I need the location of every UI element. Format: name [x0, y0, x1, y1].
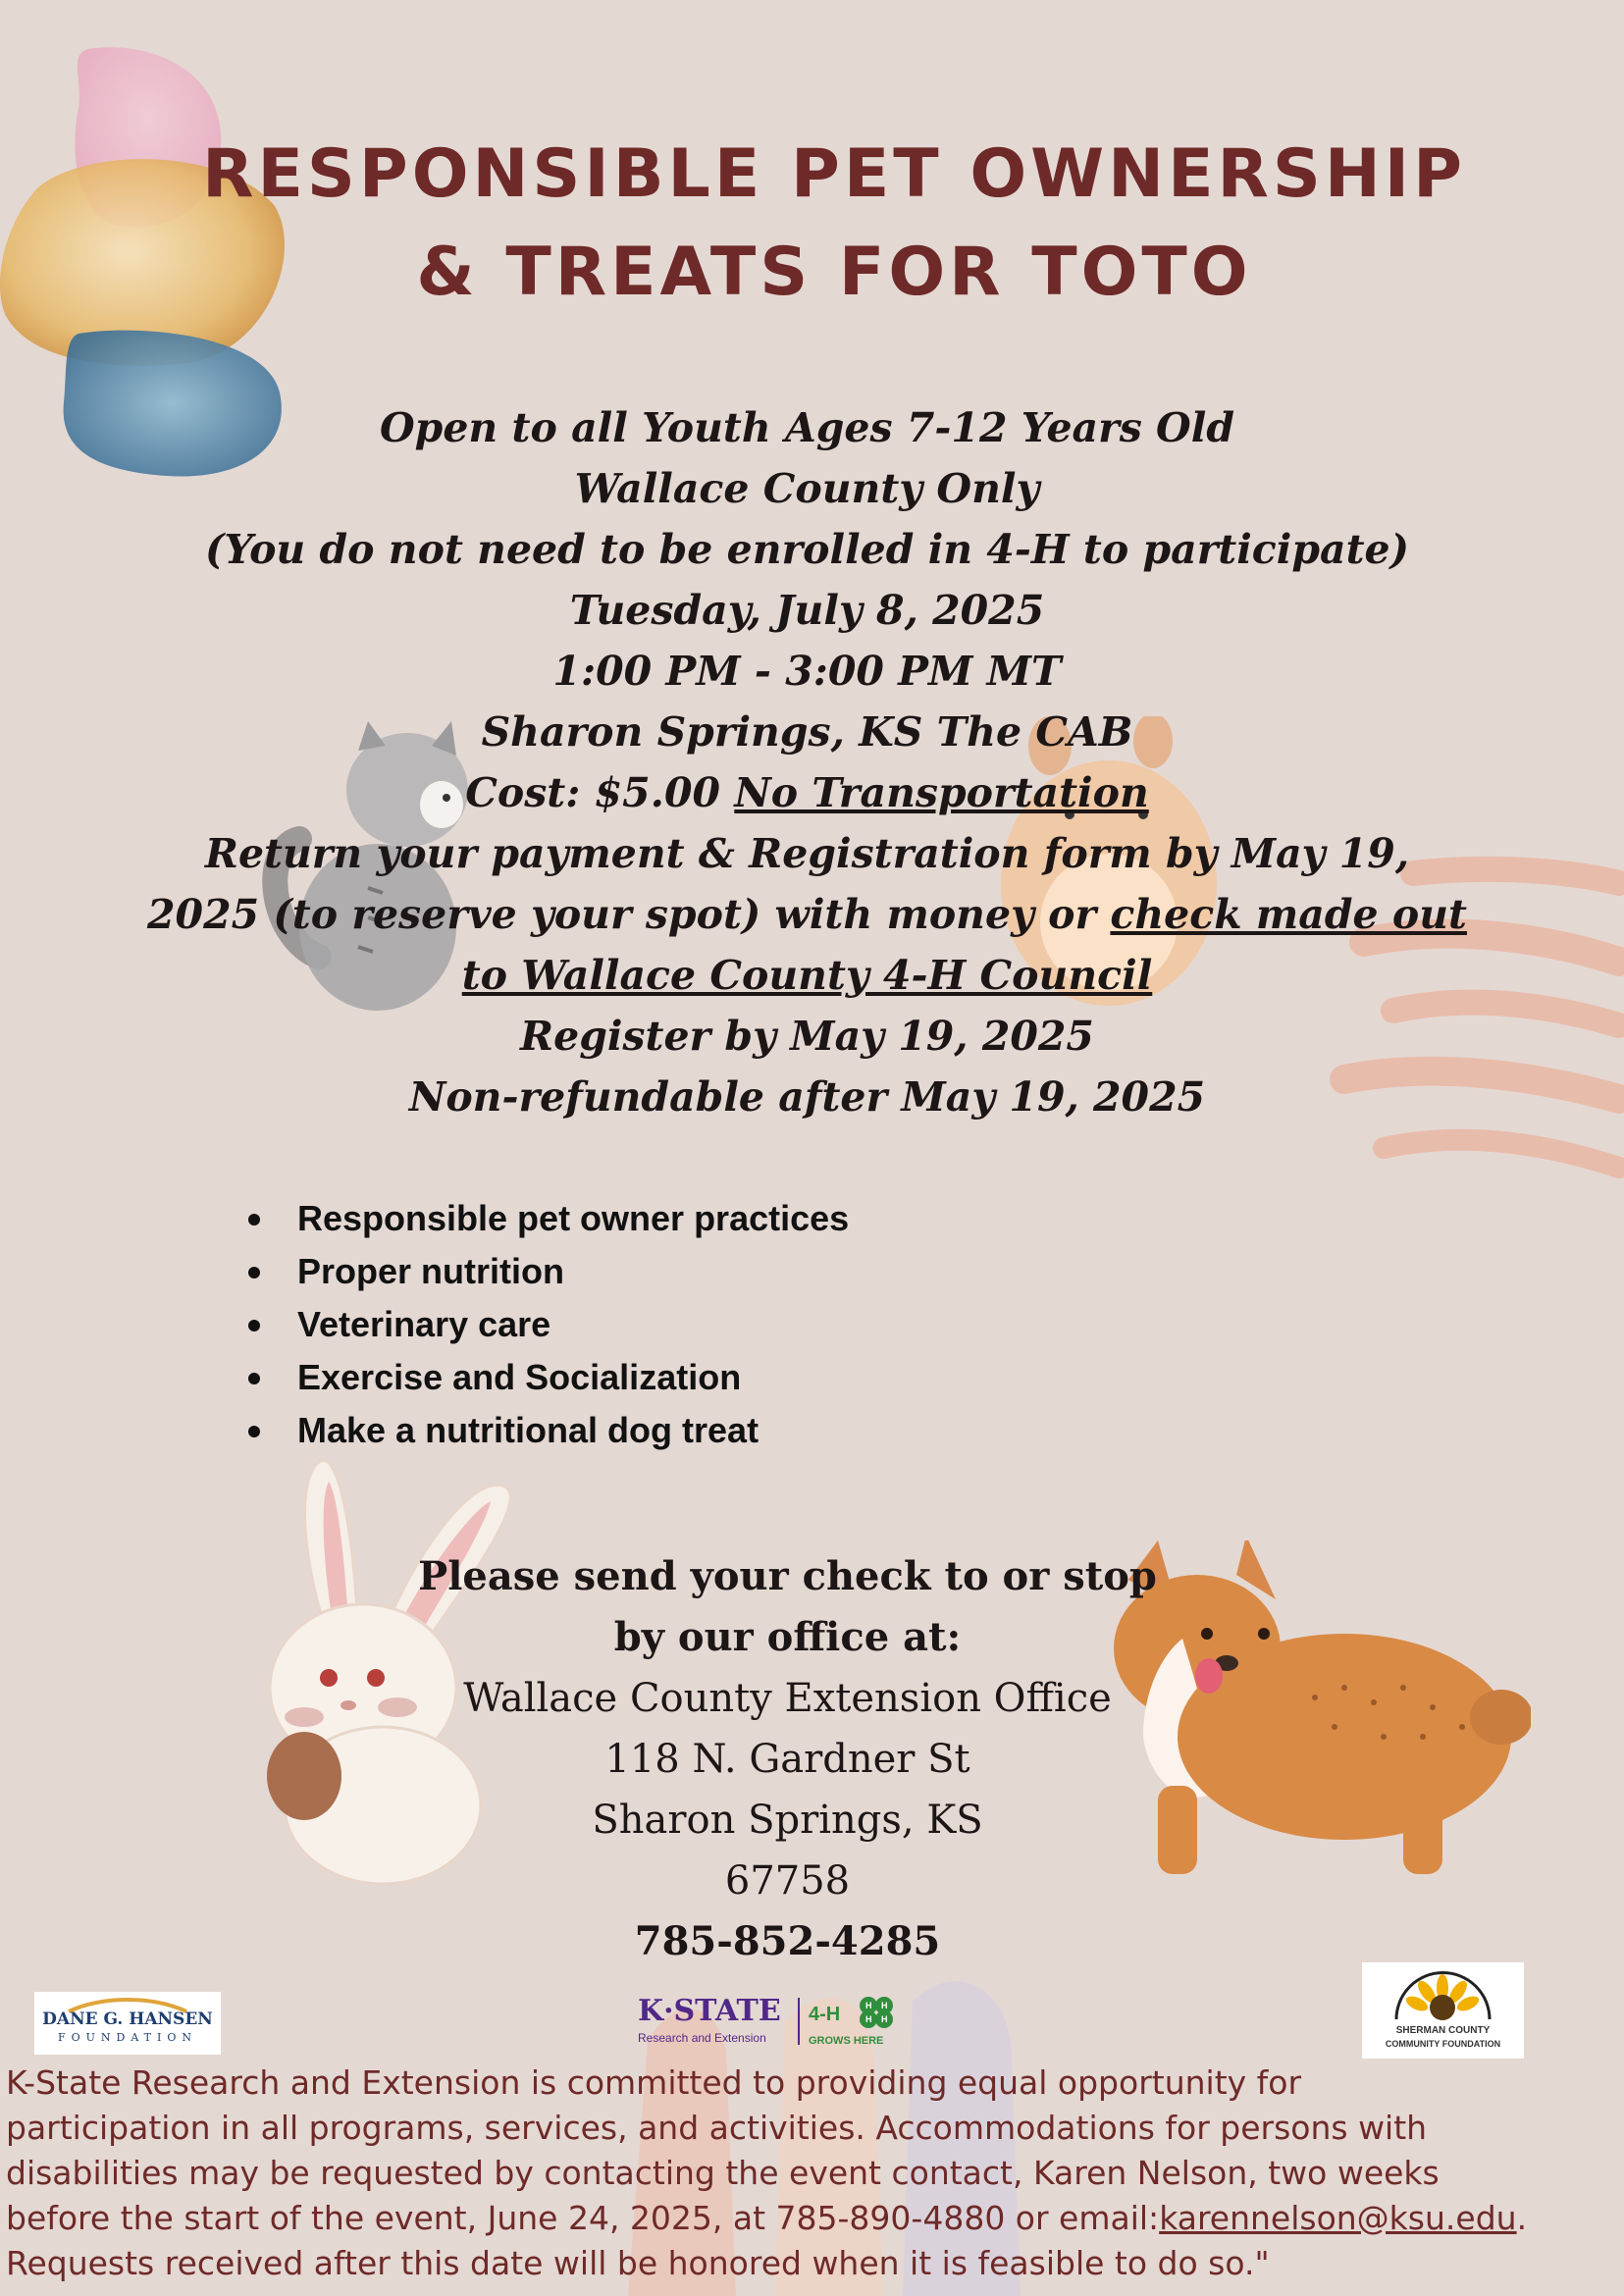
- county-text: Wallace County Only: [574, 465, 1040, 512]
- topics-list: [245, 1192, 849, 1457]
- event-location: Sharon Springs, KS The CAB: [481, 708, 1133, 756]
- office-address: [373, 1546, 1202, 1972]
- grows-here-text: GROWS HERE: [809, 2035, 884, 2047]
- eligibility-text: Open to all Youth Ages 7-12 Years Old: [379, 404, 1235, 451]
- disclaimer-line-3: disabilities may be requested by contacting the event contact, Karen Nelson, two weeks: [6, 2154, 1440, 2192]
- topic-item: Proper nutrition: [245, 1245, 849, 1298]
- disclaimer-line-4-text: before the start of the event, June 24, 2025, at 785-890-4880 or email:: [6, 2199, 1160, 2237]
- event-date: Tuesday, July 8, 2025: [569, 587, 1045, 634]
- check-payable-council: to Wallace County 4-H Council: [461, 952, 1153, 999]
- zip-code: 67758: [724, 1858, 851, 1904]
- event-title-line-2: & TREATS FOR TOTO: [416, 234, 1252, 311]
- transportation-note: No Transportation: [734, 769, 1149, 816]
- disclaimer-line-2: participation in all programs, services, and activities. Accommodations for persons with: [6, 2109, 1428, 2147]
- contact-email-link[interactable]: karennelson@ksu.edu: [1159, 2199, 1517, 2237]
- cost-line: [128, 762, 1487, 823]
- kstate-4h-logo: [636, 1992, 906, 2051]
- street-address: 118 N. Gardner St: [604, 1737, 970, 1782]
- svg-text:H: H: [881, 2001, 888, 2010]
- cost-label: Cost: $5.00: [465, 769, 721, 816]
- clover-icon: [854, 1994, 899, 2033]
- topic-item: Veterinary care: [245, 1298, 849, 1351]
- svg-text:H: H: [865, 2001, 872, 2010]
- topic-item: Exercise and Socialization: [245, 1351, 849, 1404]
- payment-line-1: Return your payment & Registration form by May 19,: [204, 830, 1410, 877]
- dane-hansen-foundation-text: FOUNDATION: [57, 2031, 198, 2044]
- sherman-county-name: SHERMAN COUNTY: [1395, 2025, 1491, 2036]
- office-name: Wallace County Extension Office: [463, 1676, 1112, 1721]
- payment-text: 2025 (to reserve your spot) with money or: [147, 891, 1097, 938]
- topic-item: Responsible pet owner practices: [245, 1192, 849, 1245]
- check-payable-note: check made out: [1110, 891, 1467, 938]
- equal-opportunity-statement: [6, 2061, 1615, 2286]
- disclaimer-line-4: [6, 2196, 1615, 2241]
- dane-hansen-foundation-logo: [34, 1992, 221, 2055]
- phone-number: 785-852-4285: [634, 1918, 941, 1964]
- logo-divider: [798, 1998, 800, 2045]
- address-intro-1: Please send your check to or stop: [418, 1553, 1157, 1599]
- payment-line-2: [128, 884, 1487, 945]
- event-time: 1:00 PM - 3:00 PM MT: [552, 648, 1062, 695]
- nonrefundable-note: Non-refundable after May 19, 2025: [408, 1073, 1206, 1121]
- kstate-subtitle: Research and Extension: [638, 2031, 766, 2045]
- enrollment-note: (You do not need to be enrolled in 4-H to participate): [204, 526, 1410, 573]
- address-intro-2: by our office at:: [613, 1614, 962, 1660]
- payment-line-3: [128, 945, 1487, 1006]
- disclaimer-line-4-end: .: [1516, 2199, 1528, 2237]
- register-by: Register by May 19, 2025: [520, 1013, 1094, 1060]
- topic-item: Make a nutritional dog treat: [245, 1404, 849, 1457]
- city-state: Sharon Springs, KS: [592, 1798, 983, 1843]
- disclaimer-line-1: K-State Research and Extension is committed to providing equal opportunity for: [6, 2063, 1302, 2102]
- dane-hansen-name: DANE G. HANSEN: [42, 2009, 213, 2029]
- sunflower-icon: [1391, 1968, 1494, 2022]
- four-h-text: 4-H: [809, 2004, 841, 2025]
- svg-text:H: H: [865, 2014, 872, 2024]
- disclaimer-line-5: Requests received after this date will be honored when it is feasible to do so.": [6, 2244, 1270, 2282]
- sherman-county-foundation-logo: [1362, 1962, 1524, 2059]
- event-title-line-1: RESPONSIBLE PET OWNERSHIP: [202, 135, 1466, 213]
- kstate-wordmark: K·STATE: [638, 1994, 781, 2028]
- svg-text:H: H: [881, 2014, 888, 2024]
- event-info: [128, 397, 1487, 1127]
- sherman-county-foundation-text: COMMUNITY FOUNDATION: [1385, 2039, 1501, 2049]
